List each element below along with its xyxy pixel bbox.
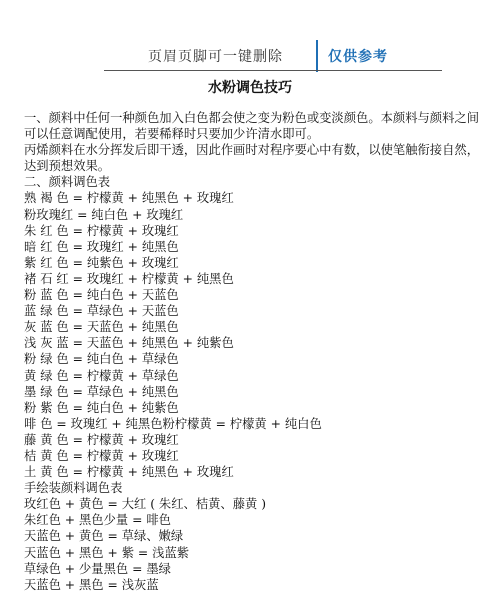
mix-line: 手绘装颜料调色表 xyxy=(24,481,123,496)
mix-line: 粉玫瑰红 = 纯白色 + 玫瑰红 xyxy=(24,207,184,222)
mix-line: 粉 紫 色 = 纯白色 + 纯紫色 xyxy=(24,400,179,415)
mix-line: 褚 石 红 = 玫瑰红 + 柠檬黄 + 纯黑色 xyxy=(24,271,234,286)
mix-line: 桔 黄 色 = 柠檬黄 + 玫瑰红 xyxy=(24,448,179,463)
header-delete-note: 页眉页脚可一键删除 xyxy=(148,49,283,65)
mix-line: 天蓝色 + 黑色 = 浅灰蓝 xyxy=(24,577,159,592)
page-header xyxy=(0,0,500,80)
mix-line: 暗 红 色 = 玫瑰红 + 纯黑色 xyxy=(24,239,179,254)
mix-line: 玫红色 + 黄色 = 大红 ( 朱红、桔黄、藤黄 ) xyxy=(24,497,267,512)
mix-line: 朱 红 色 = 柠檬黄 + 玫瑰红 xyxy=(24,223,179,238)
mix-line: 粉 绿 色 = 纯白色 + 草绿色 xyxy=(24,352,179,367)
mix-line: 啡 色 = 玫瑰红 + 纯黑色粉柠檬黄 = 柠檬黄 + 纯白色 xyxy=(24,416,322,431)
mix-line: 天蓝色 + 黑色 + 紫 = 浅蓝紫 xyxy=(24,545,190,560)
mix-line: 黄 绿 色 = 柠檬黄 + 草绿色 xyxy=(24,368,179,383)
header-divider xyxy=(316,40,318,72)
document-title: 水粉调色技巧 xyxy=(208,80,292,96)
intro-paragraph-2: 丙烯颜料在水分挥发后即干透，因此作画时对程序要心中有数，以使笔触衔接自然，达到预想效果。 xyxy=(24,143,479,174)
mix-line: 浅 灰 蓝 = 天蓝色 + 纯黑色 + 纯紫色 xyxy=(24,336,234,351)
intro-paragraph-1: 一、颜料中任何一种颜色加入白色都会使之变为粉色或变淡颜色。本颜料与颜料之间可以任意调配使用，若要稀释时只要加少许清水即可。 xyxy=(24,111,479,142)
mix-line: 土 黄 色 = 柠檬黄 + 纯黑色 + 玫瑰红 xyxy=(24,465,234,480)
mix-line: 粉 蓝 色 = 纯白色 + 天蓝色 xyxy=(24,288,179,303)
mix-line: 藤 黄 色 = 柠檬黄 + 玫瑰红 xyxy=(24,432,179,447)
color-mixing-list xyxy=(24,174,482,592)
mix-line: 熟 褐 色 = 柠檬黄 + 纯黑色 + 玫瑰红 xyxy=(24,191,234,206)
mix-line: 天蓝色 + 黄色 = 草绿、嫩绿 xyxy=(24,529,184,544)
header-reference-note: 仅供参考 xyxy=(328,49,388,65)
mix-line: 灰 蓝 色 = 天蓝色 + 纯黑色 xyxy=(24,320,179,335)
mix-line: 蓝 绿 色 = 草绿色 + 天蓝色 xyxy=(24,304,179,319)
mix-line: 朱红色 + 黑色少量 = 啡色 xyxy=(24,513,171,528)
mix-line: 二、颜料调色表 xyxy=(24,175,111,190)
document-body xyxy=(24,110,482,593)
header-rule xyxy=(104,70,442,71)
mix-line: 墨 绿 色 = 草绿色 + 纯黑色 xyxy=(24,384,179,399)
mix-line: 草绿色 + 少量黑色 = 墨绿 xyxy=(24,561,171,576)
mix-line: 紫 红 色 = 纯紫色 + 玫瑰红 xyxy=(24,255,179,270)
